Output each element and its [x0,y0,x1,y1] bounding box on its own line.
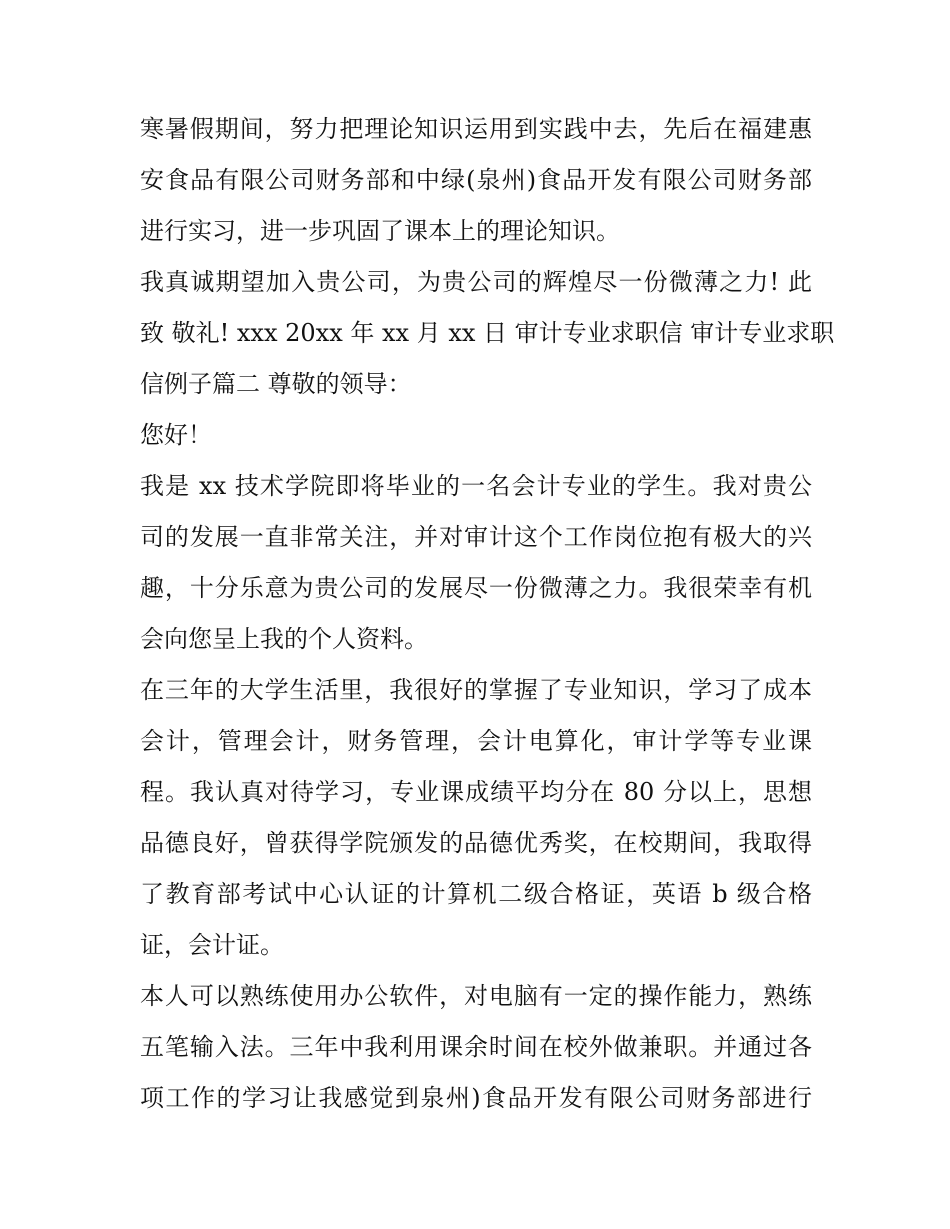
text-line: 项工作的学习让我感觉到泉州)食品开发有限公司财务部进行 [140,1084,812,1112]
text-line: 我真诚期望加入贵公司，为贵公司的辉煌尽一份微薄之力! 此 [140,268,812,296]
text-line: 进行实习，进一步巩固了课本上的理论知识。 [140,217,620,245]
text-line: 程。我认真对待学习，专业课成绩平均分在 80 分以上，思想 [140,778,812,806]
text-line: 会计，管理会计，财务管理，会计电算化，审计学等专业课 [140,727,812,755]
text-line: 品德良好，曾获得学院颁发的品德优秀奖，在校期间，我取得 [140,829,812,857]
text-line: 我是 xx 技术学院即将毕业的一名会计专业的学生。我对贵公 [140,472,812,500]
text-line: 本人可以熟练使用办公软件，对电脑有一定的操作能力，熟练 [140,982,812,1010]
text-line: 在三年的大学生活里，我很好的掌握了专业知识，学习了成本 [140,676,812,704]
document-body [140,104,835,1124]
text-line: 您好！ [140,421,212,449]
text-line: 寒暑假期间，努力把理论知识运用到实践中去，先后在福建惠 [140,115,812,143]
text-line: 会向您呈上我的个人资料。 [140,625,428,653]
text-line: 司的发展一直非常关注，并对审计这个工作岗位抱有极大的兴 [140,523,812,551]
text-line: 安食品有限公司财务部和中绿(泉州)食品开发有限公司财务部 [140,166,812,194]
text-line: 信例子篇二 尊敬的领导： [140,370,412,398]
text-line: 证，会计证。 [140,931,284,959]
text-line: 五笔输入法。三年中我利用课余时间在校外做兼职。并通过各 [140,1033,812,1061]
text-line: 趣，十分乐意为贵公司的发展尽一份微薄之力。我很荣幸有机 [140,574,812,602]
text-line: 致 敬礼! xxx 20xx 年 xx 月 xx 日 审计专业求职信 审计专业求职 [140,319,835,347]
text-line: 了教育部考试中心认证的计算机二级合格证，英语 b 级合格 [140,880,812,908]
